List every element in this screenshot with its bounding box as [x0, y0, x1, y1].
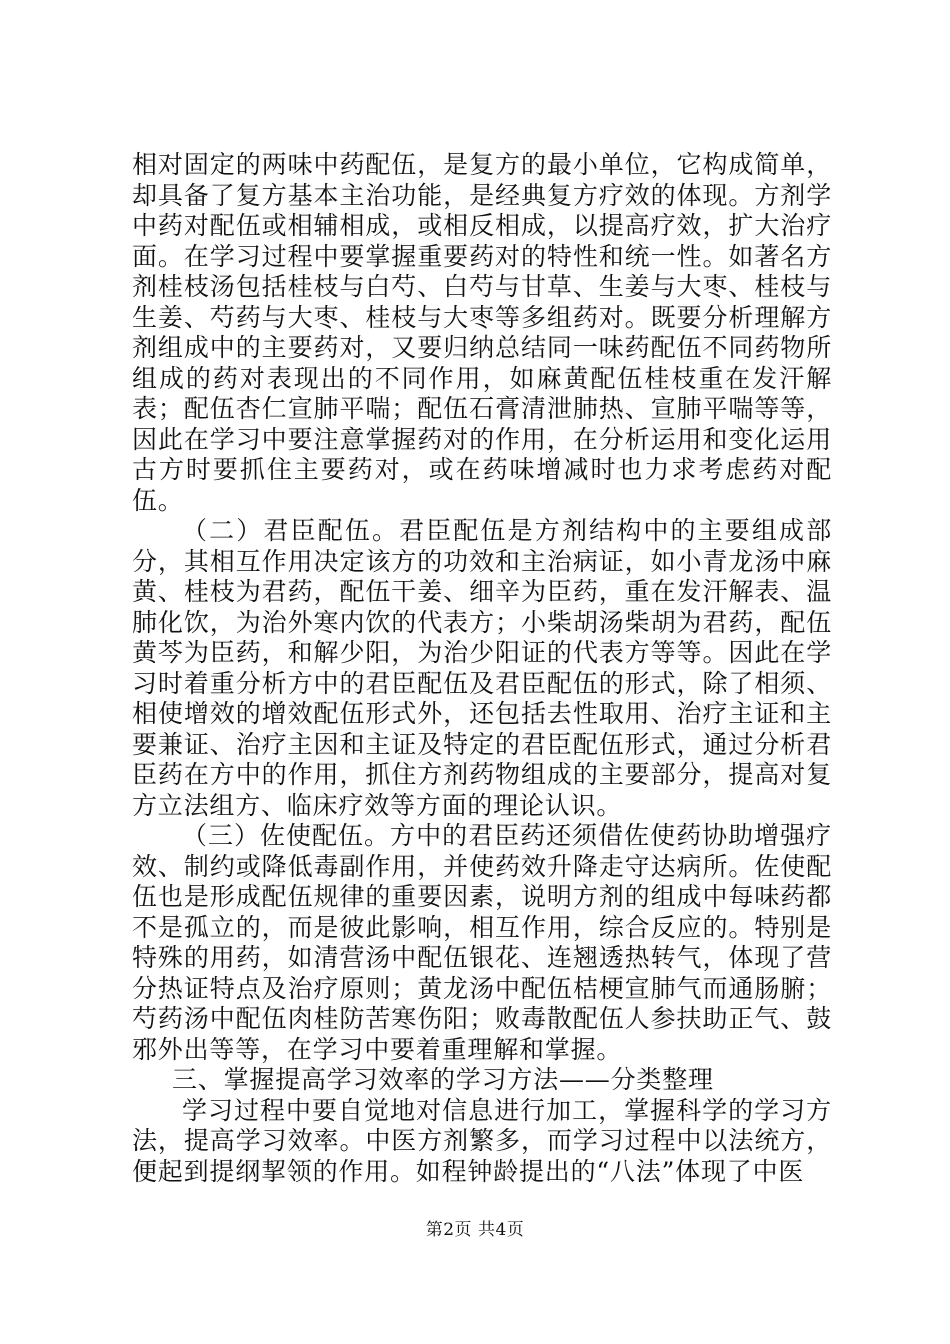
section-heading: 三、掌握提高学习效率的学习方法——分类整理: [172, 1065, 714, 1094]
page-number-footer: 第2页 共4页: [425, 1220, 525, 1240]
document-body: [132, 150, 832, 1187]
paragraph-zuo-shi-peiwu: （三）佐使配伍。方中的君臣药还须借佐使药协助增强疗效、制约或降低毒副作用，并使药效升降走守达病所。佐使配伍也是形成配伍规律的重要因素，说明方剂的组成中每味药都不是孤立的，而是彼此影响，相互作用，综合反应的。特别是特殊的用药，如清营汤中配伍银花、连翘透热转气，体现了营分热证特点及治疗原则；黄龙汤中配伍桔梗宣肺气而通肠腑；芍药汤中配伍肉桂防苦寒伤阳；败毒散配伍人参扶助正气、鼓邪外出等等，在学习中要着重理解和掌握。: [132, 821, 832, 1064]
paragraph-learning-method: 学习过程中要自觉地对信息进行加工，掌握科学的学习方法，提高学习效率。中医方剂繁多，而学习过程中以法统方，便起到提纲挈领的作用。如程钟龄提出的“八法”体现了中医: [132, 1095, 832, 1186]
paragraph-jun-chen-peiwu: （二）君臣配伍。君臣配伍是方剂结构中的主要组成部分，其相互作用决定该方的功效和主治病证，如小青龙汤中麻黄、桂枝为君药，配伍干姜、细辛为臣药，重在发汗解表、温肺化饮，为治外寒内饮的代表方；小柴胡汤柴胡为君药，配伍黄芩为臣药，和解少阳，为治少阳证的代表方等等。因此在学习时着重分析方中的君臣配伍及君臣配伍的形式，除了相须、相使增效的增效配伍形式外，还包括去性取用、治疗主证和主要兼证、治疗主因和主证及特定的君臣配伍形式，通过分析君臣药在方中的作用，抓住方剂药物组成的主要部分，提高对复方立法组方、临床疗效等方面的理论认识。: [132, 516, 832, 820]
paragraph-continued: 相对固定的两味中药配伍，是复方的最小单位，它构成简单，却具备了复方基本主治功能，是经典复方疗效的体现。方剂学中药对配伍或相辅相成，或相反相成，以提高疗效，扩大治疗面。在学习过程中要掌握重要药对的特性和统一性。如著名方剂桂枝汤包括桂枝与白芍、白芍与甘草、生姜与大枣、桂枝与生姜、芍药与大枣、桂枝与大枣等多组药对。既要分析理解方剂组成中的主要药对，又要归纳总结同一味药配伍不同药物所组成的药对表现出的不同作用，如麻黄配伍桂枝重在发汗解表；配伍杏仁宣肺平喘；配伍石膏清泄肺热、宣肺平喘等等，因此在学习中要注意掌握药对的作用，在分析运用和变化运用古方时要抓住主要药对，或在药味增减时也力求考虑药对配伍。: [132, 150, 832, 515]
